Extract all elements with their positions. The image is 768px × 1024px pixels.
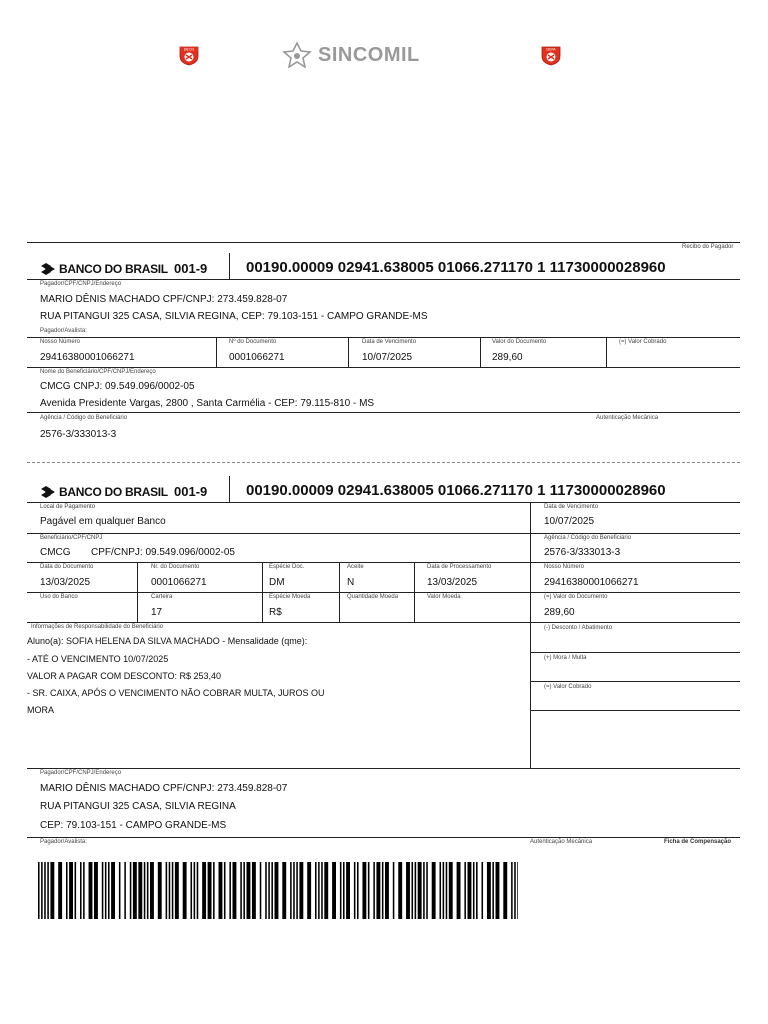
barcode-bar bbox=[282, 862, 286, 919]
barcode-bar bbox=[260, 862, 262, 919]
barcode-bar bbox=[69, 862, 73, 919]
slip-bank-logo bbox=[40, 485, 168, 499]
agency-label: Agência / Código do Beneficiário bbox=[40, 415, 128, 421]
barcode-bar bbox=[343, 862, 345, 919]
slip-agency: 2576-3/333013-3 bbox=[544, 547, 621, 558]
barcode-bar bbox=[415, 862, 417, 919]
barcode-bar bbox=[202, 862, 206, 919]
barcode-bar bbox=[169, 862, 171, 919]
accept: N bbox=[347, 577, 355, 588]
slip-payer-line1: MARIO DÊNIS MACHADO CPF/CNPJ: 273.459.828-07 bbox=[40, 783, 288, 794]
nosso-numero: 29416380001066271 bbox=[40, 352, 135, 363]
barcode-bar bbox=[290, 862, 292, 919]
guarantor-label: Pagador/Avalista: bbox=[40, 328, 87, 334]
barcode-bar bbox=[443, 862, 445, 919]
barcode-bar bbox=[487, 862, 491, 919]
slip-beneficiary-label: Beneficiário/CPF/CNPJ bbox=[40, 535, 103, 541]
barcode-bar bbox=[473, 862, 475, 919]
barcode-bar bbox=[299, 862, 303, 919]
barcode-bar bbox=[194, 862, 196, 919]
info-line-2: - ATÉ O VENCIMENTO 10/07/2025 bbox=[27, 654, 169, 664]
barcode-bar bbox=[503, 862, 507, 919]
charged-value-label: (=) Valor Cobrado bbox=[619, 339, 667, 345]
barcode-bar bbox=[511, 862, 513, 919]
doc-number-label: Nº do Documento bbox=[229, 339, 277, 345]
barcode-bar bbox=[94, 862, 98, 919]
barcode-bar bbox=[233, 862, 237, 919]
accept-label: Aceite bbox=[347, 564, 364, 570]
barcode-bar bbox=[315, 862, 317, 919]
due-date-label: Data de Vencimento bbox=[362, 339, 417, 345]
auth-label: Autenticação Mecânica bbox=[596, 415, 659, 421]
barcode-bar bbox=[130, 862, 132, 919]
depa-badge-icon bbox=[540, 44, 562, 66]
barcode-bar bbox=[252, 862, 256, 919]
barcode-bar bbox=[108, 862, 110, 919]
barcode-bar bbox=[89, 862, 93, 919]
barcode-bar bbox=[457, 862, 461, 919]
barcode-bar bbox=[307, 862, 311, 919]
barcode-bar bbox=[482, 862, 484, 919]
barcode-bar bbox=[446, 862, 448, 919]
barcode-bar bbox=[275, 862, 279, 919]
payment-place: Pagável em qualquer Banco bbox=[40, 516, 166, 527]
barcode-bar bbox=[219, 862, 223, 919]
barcode-bar bbox=[172, 862, 174, 919]
info-line-1: Aluno(a): SOFIA HELENA DA SILVA MACHADO - Mensalidade (qme): bbox=[27, 636, 308, 646]
barcode-bar bbox=[47, 862, 49, 919]
barcode-bar bbox=[229, 862, 231, 919]
slip-bank-name: BANCO DO BRASIL bbox=[59, 485, 168, 499]
barcode-bar bbox=[332, 862, 336, 919]
doc-date: 13/03/2025 bbox=[40, 577, 91, 588]
digitable-line: 00190.00009 02941.638005 01066.271170 1 11730000028960 bbox=[246, 259, 666, 276]
charged-label: (=) Valor Cobrado bbox=[544, 684, 592, 690]
brand-name: SINCOMIL bbox=[318, 43, 420, 66]
barcode-bar bbox=[514, 862, 516, 919]
barcode-bar bbox=[105, 862, 107, 919]
barcode-bar bbox=[426, 862, 428, 919]
barcode-bar bbox=[293, 862, 295, 919]
slip-bank-code: 001-9 bbox=[174, 484, 208, 499]
barcode-bar bbox=[243, 862, 245, 919]
doc-nr-label: Nr. do Documento bbox=[151, 564, 200, 570]
slip-due-date-label: Data de Vencimento bbox=[544, 504, 599, 510]
barcode bbox=[38, 862, 518, 919]
due-date: 10/07/2025 bbox=[362, 352, 413, 363]
info-line-4: - SR. CAIXA, APÓS O VENCIMENTO NÃO COBRAR MULTA, JUROS OU bbox=[27, 688, 325, 698]
payer-line1: MARIO DÊNIS MACHADO CPF/CNPJ: 273.459.828-07 bbox=[40, 294, 288, 305]
barcode-bar bbox=[58, 862, 62, 919]
barcode-bar bbox=[38, 862, 40, 919]
barcode-bar bbox=[468, 862, 472, 919]
barcode-bar bbox=[50, 862, 54, 919]
barcode-bar bbox=[418, 862, 422, 919]
sincomil-logo bbox=[280, 42, 420, 68]
bank-logo bbox=[40, 262, 168, 276]
barcode-bar bbox=[197, 862, 199, 919]
barcode-bar bbox=[321, 862, 323, 919]
badge-left-text: DECIS bbox=[183, 47, 195, 52]
doc-value: 289,60 bbox=[492, 352, 523, 363]
barcode-bar bbox=[382, 862, 384, 919]
barcode-bar bbox=[385, 862, 389, 919]
wallet-label: Carteira bbox=[151, 594, 173, 600]
barcode-bar bbox=[368, 862, 370, 919]
slip-due-date: 10/07/2025 bbox=[544, 516, 595, 527]
barcode-bar bbox=[393, 862, 395, 919]
barcode-bar bbox=[354, 862, 356, 919]
slip-beneficiary-doc: CPF/CNPJ: 09.549.096/0002-05 bbox=[91, 547, 235, 558]
barcode-bar bbox=[492, 862, 494, 919]
payment-place-label: Local de Pagamento bbox=[40, 504, 96, 510]
slip-doc-value: 289,60 bbox=[544, 607, 575, 618]
barcode-bar bbox=[240, 862, 242, 919]
barcode-bar bbox=[191, 862, 193, 919]
payer-line2: RUA PITANGUI 325 CASA, SILVIA REGINA, CEP: 79.103-151 - CAMPO GRANDE-MS bbox=[40, 311, 428, 322]
slip-beneficiary-name: CMCG bbox=[40, 547, 71, 558]
barcode-bar bbox=[66, 862, 68, 919]
doc-nr: 0001066271 bbox=[151, 577, 207, 588]
slip-payer-line3: CEP: 79.103-151 - CAMPO GRANDE-MS bbox=[40, 820, 227, 831]
barcode-bar bbox=[296, 862, 298, 919]
barcode-bar bbox=[398, 862, 402, 919]
discount-label: (-) Desconto / Abatimento bbox=[544, 625, 613, 631]
bank-use-label: Uso do Banco bbox=[40, 594, 78, 600]
barcode-bar bbox=[357, 862, 359, 919]
barcode-bar bbox=[373, 862, 375, 919]
payer-label: Pagador/CPF/CNPJ/Endereço bbox=[40, 281, 122, 287]
barcode-bar bbox=[265, 862, 267, 919]
slip-nosso-numero: 29416380001066271 bbox=[544, 577, 639, 588]
barcode-bar bbox=[183, 862, 187, 919]
slip-payer-line2: RUA PITANGUI 325 CASA, SILVIA REGINA bbox=[40, 801, 236, 812]
slip-nosso-numero-label: Nosso Número bbox=[544, 564, 585, 570]
barcode-bar bbox=[144, 862, 146, 919]
barcode-bar bbox=[158, 862, 162, 919]
barcode-bar bbox=[41, 862, 43, 919]
barcode-bar bbox=[449, 862, 453, 919]
barcode-bar bbox=[476, 862, 478, 919]
info-line-3: VALOR A PAGAR COM DESCONTO: R$ 253,40 bbox=[27, 671, 222, 681]
barcode-bar bbox=[340, 862, 342, 919]
slip-guarantor-label: Pagador/Avalista: bbox=[40, 839, 87, 845]
beneficiary-label: Nome do Beneficiário/CPF/CNPJ/Endereço bbox=[40, 369, 156, 375]
barcode-bar bbox=[224, 862, 226, 919]
info-line-5: MORA bbox=[27, 705, 54, 715]
barcode-bar bbox=[119, 862, 121, 919]
beneficiary-line1: CMCG CNPJ: 09.549.096/0002-05 bbox=[40, 381, 195, 392]
barcode-bar bbox=[133, 862, 137, 919]
barcode-bar bbox=[83, 862, 85, 919]
cut-line bbox=[27, 462, 740, 463]
barcode-bar bbox=[147, 862, 149, 919]
barcode-bar bbox=[247, 862, 251, 919]
barcode-bar bbox=[124, 862, 126, 919]
barcode-bar bbox=[423, 862, 425, 919]
barcode-bar bbox=[517, 862, 518, 919]
barcode-bar bbox=[440, 862, 442, 919]
currency-value-label: Valor Moeda bbox=[427, 594, 461, 600]
barcode-bar bbox=[111, 862, 115, 919]
barcode-bar bbox=[138, 862, 142, 919]
agency: 2576-3/333013-3 bbox=[40, 429, 117, 440]
barcode-bar bbox=[166, 862, 168, 919]
slip-doc-value-label: (=) Valor do Documento bbox=[544, 594, 608, 600]
barcode-bar bbox=[496, 862, 500, 919]
beneficiary-line2: Avenida Presidente Vargas, 2800 , Santa Carmélia - CEP: 79.115-810 - MS bbox=[40, 398, 375, 409]
barcode-bar bbox=[406, 862, 410, 919]
barcode-bar bbox=[412, 862, 414, 919]
barcode-bar bbox=[150, 862, 154, 919]
process-date: 13/03/2025 bbox=[427, 577, 478, 588]
doc-type: DM bbox=[269, 577, 285, 588]
slip-payer-label: Pagador/CPF/CNPJ/Endereço bbox=[40, 770, 122, 776]
bank-name: BANCO DO BRASIL bbox=[59, 262, 168, 276]
nosso-numero-label: Nosso Número bbox=[40, 339, 81, 345]
barcode-bar bbox=[362, 862, 366, 919]
doc-date-label: Data do Documento bbox=[40, 564, 94, 570]
slip-agency-label: Agência / Código do Beneficiário bbox=[544, 535, 632, 541]
bb-logo-icon bbox=[40, 486, 56, 498]
barcode-bar bbox=[75, 862, 77, 919]
barcode-bar bbox=[268, 862, 270, 919]
doc-value-label: Valor do Documento bbox=[492, 339, 547, 345]
barcode-bar bbox=[44, 862, 46, 919]
currency: R$ bbox=[269, 607, 282, 618]
star-icon bbox=[280, 42, 314, 68]
receipt-top-label: Recibo do Pagador bbox=[682, 244, 734, 250]
barcode-bar bbox=[464, 862, 466, 919]
barcode-bar bbox=[208, 862, 212, 919]
barcode-bar bbox=[213, 862, 215, 919]
barcode-bar bbox=[318, 862, 320, 919]
info-label: Informações de Responsabilidade do Beneficiário bbox=[31, 624, 164, 630]
badge-right-text: DEPA bbox=[546, 47, 556, 52]
barcode-bar bbox=[432, 862, 436, 919]
slip-digitable-line: 00190.00009 02941.638005 01066.271170 1 11730000028960 bbox=[246, 482, 666, 499]
barcode-bar bbox=[102, 862, 104, 919]
fine-label: (+) Mora / Multa bbox=[544, 655, 587, 661]
barcode-bar bbox=[271, 862, 273, 919]
barcode-bar bbox=[80, 862, 82, 919]
barcode-bar bbox=[346, 862, 350, 919]
bb-logo-icon bbox=[40, 263, 56, 275]
process-date-label: Data de Processamento bbox=[427, 564, 492, 570]
doc-type-label: Espécie Doc. bbox=[269, 564, 305, 570]
bank-code: 001-9 bbox=[174, 261, 208, 276]
decis-badge-icon bbox=[178, 44, 200, 66]
wallet: 17 bbox=[151, 607, 163, 618]
barcode-bar bbox=[376, 862, 380, 919]
slip-auth-label: Autenticação Mecânica bbox=[530, 839, 593, 845]
currency-qty-label: Quantidade Moeda bbox=[347, 594, 399, 600]
doc-number: 0001066271 bbox=[229, 352, 285, 363]
barcode-bar bbox=[324, 862, 328, 919]
currency-label: Espécie Moeda bbox=[269, 594, 311, 600]
barcode-bar bbox=[175, 862, 179, 919]
compensation-label: Ficha de Compensação bbox=[664, 839, 732, 845]
